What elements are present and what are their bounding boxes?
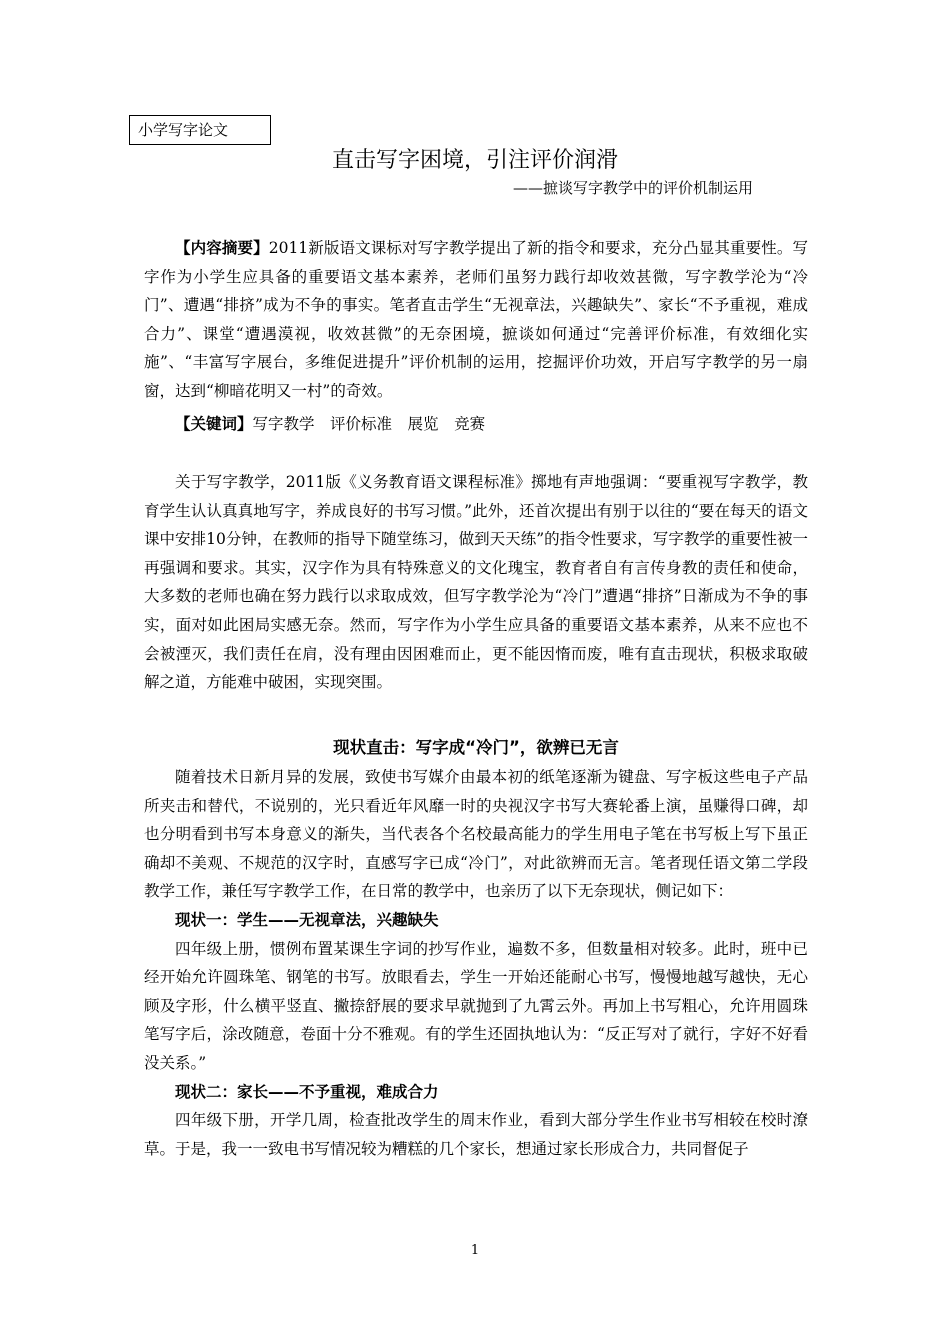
section-heading: 现状直击：写字成“冷门”，欲辨已无言	[333, 738, 619, 757]
subsection-paragraph-1: 四年级上册，惯例布置某课生字词的抄写作业，遍数不多，但数量相对较多。此时，班中已经开始允许圆珠笔、钢笔的书写。放眼看去，学生一开始还能耐心书写，慢慢地越写越快，无心顾及字形，什么横平竖直、撇捺舒展的要求早就抛到了九霄云外。再加上书写粗心，允许用圆珠笔写字后，涂改随意，卷面十分不雅观。有的学生还固执地认为：“反正写对了就行，字好不好看没关系。”	[144, 939, 808, 1072]
subsection-paragraph-2: 四年级下册，开学几周，检查批改学生的周末作业，看到大部分学生作业书写相较在校时潦草。于是，我一一致电书写情况较为糟糕的几个家长，想通过家长形成合力，共同督促子	[144, 1111, 808, 1158]
section-paragraph: 随着技术日新月异的发展，致使书写媒介由最本初的纸笔逐渐为键盘、写字板这些电子产品所夹击和替代，不说别的，光只看近年风靡一时的央视汉字书写大赛轮番上演，虽赚得口碑，却也分明看到书写本身意义的渐失，当代表各个名校最高能力的学生用电子笔在书写板上写下虽正确却不美观、不规范的汉字时，直感写字已成“冷门”，对此欲辨而无言。笔者现任语文第二学段教学工作，兼任写字教学工作，在日常的教学中，也亲历了以下无奈现状，侧记如下：	[144, 768, 808, 901]
page-number: 1	[470, 1243, 480, 1258]
intro-paragraph: 关于写字教学，2011版《义务教育语文课程标准》掷地有声地强调：“要重视写字教学，教育学生认认真真地写字，养成良好的书写习惯。”此外，还首次提出有别于以往的“要在每天的语文课中安排10分钟，在教师的指导下随堂练习，做到天天练”的指令性要求，写字教学的重要性被一再强调和要求。其实，汉字作为具有特殊意义的文化瑰宝，教育者自有言传身教的责任和使命，大多数的老师也确在努力践行以求取成效，但写字教学沦为“冷门”遭遇“排挤”日渐成为不争的事实，面对如此困局实感无奈。然而，写字作为小学生应具备的重要语文基本素养，从来不应也不会被湮灭，我们责任在肩，没有理由因困难而止，更不能因惰而废，唯有直击现状，积极求取破解之道，方能难中破困，实现突围。	[144, 473, 808, 692]
keyword-item: 写字教学	[252, 415, 315, 433]
abstract-block	[144, 234, 808, 406]
subsection-heading-2: 现状二：家长——不予重视，难成合力	[175, 1082, 439, 1101]
abstract-label: 【内容摘要】	[175, 239, 269, 257]
keywords-line	[144, 410, 808, 438]
keyword-item: 展览	[407, 415, 439, 433]
paper-title: 直击写字困境，引注评价润滑	[331, 148, 618, 173]
subsection-heading-1: 现状一：学生——无视章法，兴趣缺失	[175, 910, 439, 929]
keyword-item: 评价标准	[330, 415, 393, 433]
keywords-label: 【关键词】	[175, 415, 253, 433]
paper-subtitle: ——摭谈写字教学中的评价机制运用	[512, 179, 753, 197]
abstract-paragraph	[144, 234, 808, 406]
section-body	[144, 763, 808, 1163]
abstract-text: 2011新版语文课标对写字教学提出了新的指令和要求，充分凸显其重要性。写字作为小学生应具备的重要语文基本素养，老师们虽努力践行却收效甚微，写字教学沦为“冷门”、遭遇“排挤”成为不争的事实。笔者直击学生“无视章法，兴趣缺失”、家长“不予重视，难成合力”、课堂“遭遇漠视，收效甚微”的无奈困境，摭谈如何通过“完善评价标准，有效细化实施”、“丰富写字展台，多维促进提升”评价机制的运用，挖掘评价功效，开启写字教学的另一扇窗，达到“柳暗花明又一村”的奇效。	[144, 239, 808, 400]
keyword-item: 竞赛	[454, 415, 486, 433]
category-label-box: 小学写字论文	[129, 115, 271, 145]
intro-block	[144, 468, 808, 697]
